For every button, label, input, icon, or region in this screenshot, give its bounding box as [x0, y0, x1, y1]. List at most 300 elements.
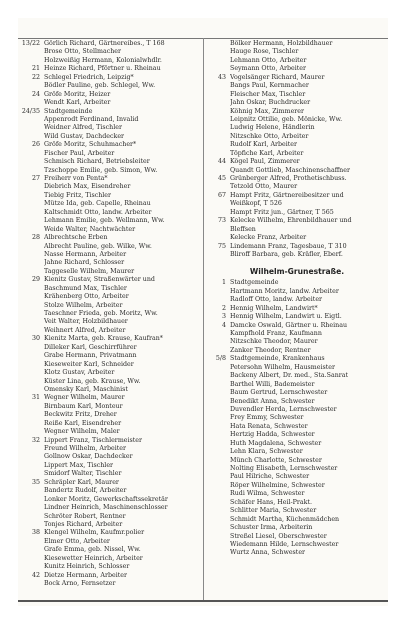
directory-entry: [20, 437, 202, 445]
directory-entry: [20, 538, 202, 546]
resident-entry: Albrechtsche Erben: [44, 234, 108, 242]
resident-entry: Nasse Hermann, Arbeiter: [44, 250, 127, 258]
resident-entry: Rudi Wilma, Schwester: [230, 490, 305, 498]
resident-entry: Lehmann Emilie, geb. Wellmann, Ww.: [44, 217, 165, 225]
house-number: 35: [31, 478, 40, 486]
resident-entry: Backeny Albert, Dr. med., Sta.Sanrat: [230, 372, 349, 380]
house-number: [20, 302, 44, 310]
resident-entry: Küster Lina, geb. Krause, Ww.: [44, 377, 141, 385]
resident-entry: Tiebig Fritz, Tischler: [44, 191, 112, 199]
house-number: 42: [31, 571, 40, 579]
resident-entry: Köhnig Max, Zimmerer: [230, 107, 305, 115]
resident-entry: Hennig Wilhelm, Landwirt*: [230, 304, 318, 312]
house-number: 29: [31, 276, 40, 284]
directory-entry: [20, 65, 202, 73]
resident-entry: Weihnert Alfred, Arbeiter: [44, 326, 126, 334]
directory-entry: [206, 279, 388, 287]
house-number: [206, 133, 230, 141]
resident-entry: Beckwitz Fritz, Dreher: [44, 411, 117, 419]
resident-entry: Wegner Wilhelm, Maler: [44, 428, 120, 436]
house-number: [20, 546, 44, 554]
house-number: 44: [217, 158, 226, 166]
house-number: [20, 116, 44, 124]
directory-entry: [206, 234, 388, 242]
house-number: [20, 445, 44, 453]
house-number: [20, 183, 44, 191]
resident-entry: Birnbaum Karl, Monteur: [44, 402, 123, 410]
directory-entry: [20, 175, 202, 183]
directory-entry: [206, 541, 388, 549]
house-number: [20, 428, 44, 436]
resident-entry: Kiesewetter Heinrich, Arbeiter: [44, 554, 143, 562]
resident-entry: Kampfhold Franz, Kaufmann: [230, 330, 322, 337]
resident-entry: Hampt Fritz, Gärtnereibesitzer und: [230, 191, 344, 199]
house-number: [206, 330, 230, 338]
directory-entry: [20, 394, 202, 402]
bottom-rule: [18, 600, 388, 602]
resident-entry: Damcke Oswald, Gärtner u. Rheinau: [230, 321, 348, 329]
resident-entry: Lehn Klara, Schwester: [230, 448, 303, 456]
resident-entry: Schmisch Richard, Betriebsleiter: [44, 158, 150, 166]
house-number: [206, 524, 230, 532]
house-number: [206, 507, 230, 515]
directory-entry: [206, 217, 388, 225]
resident-entry: Bödler Pauline, geb. Schlegel, Ww.: [44, 82, 156, 90]
left-column: [20, 40, 202, 588]
directory-entry: [206, 347, 388, 355]
house-number: [20, 378, 44, 386]
directory-entry: [20, 462, 202, 470]
house-number: [20, 99, 44, 107]
resident-entry: Klengel Wilhelm, Kaufmr.polier: [44, 529, 145, 537]
directory-entry: [206, 251, 388, 259]
directory-entry: [20, 361, 202, 369]
resident-entry: Nolting Elisabeth, Lernschwester: [230, 465, 338, 472]
house-number: [20, 504, 44, 512]
resident-entry: Grünberger Alfred, Prothetischbuss.: [230, 175, 347, 182]
resident-entry: Kienitz Marta, geb. Krause, Kaufran*: [44, 335, 163, 343]
directory-entry: [206, 355, 388, 363]
directory-entry: [20, 529, 202, 537]
house-number: [206, 549, 230, 557]
directory-entry: [20, 513, 202, 521]
resident-entry: Benedikt Anna, Schwester: [230, 397, 315, 405]
directory-entry: [206, 200, 388, 208]
house-number: [206, 414, 230, 422]
resident-entry: Taeschner Frieda, geb. Moritz, Ww.: [44, 310, 158, 317]
house-number: [20, 268, 44, 276]
resident-entry: Paul Hilriche, Schwester: [230, 473, 310, 481]
directory-entry: [20, 108, 202, 116]
resident-entry: Kögel Paul, Zimmerer: [230, 158, 300, 166]
directory-entry: [20, 167, 202, 175]
directory-entry: [206, 243, 388, 251]
resident-entry: Hartmann Moritz, landw. Arbeiter: [230, 287, 339, 295]
resident-entry: Gröfe Moritz, Schuhmacher*: [44, 141, 137, 149]
house-number: [206, 124, 230, 132]
house-number: 24: [31, 90, 40, 98]
house-number: [206, 288, 230, 296]
directory-entry: [206, 209, 388, 217]
resident-entry: Tetzold Otto, Maurer: [230, 183, 298, 191]
house-number: [20, 150, 44, 158]
house-number: [206, 372, 230, 380]
house-number: 45: [217, 175, 226, 182]
resident-entry: Schlegel Friedrich, Leipzig*: [44, 73, 134, 81]
house-number: [20, 361, 44, 369]
resident-entry: Lindemann Franz, Tagesbaue, T 310: [230, 242, 347, 250]
directory-entry: [20, 40, 202, 48]
house-number: 13/22: [21, 40, 40, 47]
directory-entry: [20, 318, 202, 326]
resident-entry: Appenrodt Ferdinand, Invalid: [44, 115, 139, 123]
house-number: [206, 209, 230, 217]
resident-entry: Quandt Gottlieb, Maschinenschaffner: [230, 166, 350, 174]
house-number: 5/8: [215, 355, 226, 363]
resident-entry: Münch Charlotte, Schwester: [230, 456, 322, 464]
directory-entry: [20, 420, 202, 428]
directory-entry: [20, 479, 202, 487]
directory-entry: [206, 288, 388, 296]
resident-entry: Wiedemann Hilde, Lernschwester: [230, 540, 339, 548]
directory-entry: [20, 150, 202, 158]
house-number: [206, 200, 230, 208]
directory-entry: [206, 192, 388, 200]
house-number: [20, 57, 44, 65]
directory-entry: [206, 330, 388, 338]
house-number: [206, 381, 230, 389]
resident-entry: Radloff Otto, landw. Arbeiter: [230, 296, 323, 304]
resident-entry: Kaltschmidt Otto, landw. Arbeiter: [44, 208, 152, 216]
directory-entry: [206, 133, 388, 141]
house-number: [206, 473, 230, 481]
resident-entry: Bock Arno, Fernsetzer: [44, 580, 116, 587]
resident-entry: Schuster Irma, Arbeiterin: [230, 524, 313, 532]
resident-entry: Stadtgemeinde, Krankenhaus: [230, 355, 325, 363]
directory-entry: [20, 192, 202, 200]
house-number: [206, 296, 230, 304]
resident-entry: Omensky Karl, Maschinist: [44, 385, 128, 393]
house-number: 1: [221, 279, 226, 287]
house-number: 28: [31, 234, 40, 242]
directory-entry: [206, 457, 388, 465]
resident-entry: Tonjes Richard, Arbeiter: [44, 520, 123, 528]
house-number: [20, 251, 44, 259]
house-number: [20, 411, 44, 419]
directory-entry: [206, 167, 388, 175]
resident-entry: Stolze Wilhelm, Arbeiter: [44, 301, 123, 309]
resident-entry: Stadtgemeinde: [230, 279, 279, 287]
house-number: [206, 465, 230, 473]
resident-entry: Hertzig Hadda, Schwester: [230, 431, 315, 439]
resident-entry: Bölker Hermann, Holzbildhauer: [230, 40, 333, 47]
resident-entry: Veit Walter, Holzbildhauer: [44, 318, 128, 326]
directory-entry: [20, 141, 202, 149]
resident-entry: Lippert Max, Tischler: [44, 461, 114, 469]
directory-entry: [206, 398, 388, 406]
house-number: [20, 318, 44, 326]
house-number: [206, 440, 230, 448]
directory-entry: [20, 335, 202, 343]
directory-entry: [20, 158, 202, 166]
directory-entry: [206, 423, 388, 431]
house-number: [20, 243, 44, 251]
directory-entry: [20, 487, 202, 495]
directory-entry: [206, 57, 388, 65]
directory-entry: [206, 40, 388, 48]
resident-entry: Diebrich Max, Eisendreher: [44, 183, 131, 191]
resident-entry: Taggeselle Wilhelm, Maurer: [44, 267, 135, 275]
house-number: [20, 403, 44, 411]
directory-entry: [20, 403, 202, 411]
house-number: [206, 65, 230, 73]
house-number: [206, 226, 230, 234]
resident-entry: Wurtz Anna, Schwester: [230, 549, 306, 557]
directory-entry: [20, 555, 202, 563]
directory-entry: [206, 158, 388, 166]
directory-entry: [20, 82, 202, 90]
directory-entry: [20, 378, 202, 386]
directory-entry: [206, 381, 388, 389]
resident-entry: Huth Magdalena, Schwester: [230, 439, 322, 447]
resident-entry: Jahn Oskar, Buchdrucker: [230, 99, 311, 107]
directory-entry: [20, 453, 202, 461]
house-number: 22: [31, 73, 40, 81]
resident-entry: Bangs Paul, Kernmacher: [230, 82, 309, 90]
resident-entry: Vogelsänger Richard, Maurer: [230, 73, 325, 81]
resident-entry: Wendt Karl, Arbeiter: [44, 99, 111, 107]
resident-entry: Görlich Richard, Gärtnereibes., T 168: [44, 40, 165, 47]
resident-entry: Streßel Liesel, Oberschwester: [230, 532, 327, 540]
directory-entry: [206, 549, 388, 557]
house-number: [20, 133, 44, 141]
section-heading: Wilhelm-Grunestraße.: [249, 267, 345, 277]
house-number: 4: [221, 321, 226, 329]
directory-entry: [20, 48, 202, 56]
resident-entry: Kelecke Franz, Arbeiter: [230, 234, 307, 242]
directory-entry: [206, 91, 388, 99]
directory-page: [18, 18, 388, 606]
directory-entry: [20, 470, 202, 478]
directory-entry: [206, 372, 388, 380]
directory-entry: [20, 580, 202, 588]
house-number: [206, 82, 230, 90]
directory-entry: [20, 428, 202, 436]
house-number: 73: [217, 217, 226, 225]
directory-entry: [20, 293, 202, 301]
directory-entry: [206, 305, 388, 313]
directory-entry: [20, 57, 202, 65]
resident-entry: Reiße Karl, Eisendreher: [44, 419, 122, 427]
house-number: [206, 364, 230, 372]
directory-entry: [20, 563, 202, 571]
house-number: [206, 234, 230, 242]
resident-entry: Jahne Richard, Schlosser: [44, 259, 125, 267]
house-number: [206, 347, 230, 355]
house-number: [206, 398, 230, 406]
resident-entry: Duvendler Herda, Lernschwester: [230, 405, 337, 413]
resident-entry: Töpfiche Karl, Arbeiter: [230, 149, 304, 157]
house-number: 67: [217, 191, 226, 199]
house-number: [206, 490, 230, 498]
house-number: [206, 457, 230, 465]
resident-entry: Wegner Wilhelm, Maurer: [44, 394, 125, 402]
house-number: [20, 285, 44, 293]
directory-entry: [20, 411, 202, 419]
house-number: 24/35: [21, 107, 40, 115]
resident-entry: Kienitz Gustav, Straßenwärter und: [44, 276, 155, 284]
resident-entry: Tzschoppe Emilie, geb. Simon, Ww.: [44, 166, 158, 174]
directory-entry: [20, 302, 202, 310]
directory-entry: [206, 313, 388, 321]
resident-entry: Hennig Wilhelm, Landwirt u. Eigtl.: [230, 313, 342, 321]
house-number: [206, 108, 230, 116]
directory-entry: [206, 406, 388, 414]
house-number: [20, 259, 44, 267]
directory-entry: [206, 226, 388, 234]
directory-entry: [20, 327, 202, 335]
directory-entry: [20, 496, 202, 504]
directory-entry: [20, 352, 202, 360]
resident-entry: Kieseweiter Karl, Schneider: [44, 360, 134, 368]
resident-entry: Röper Wilhelmine, Schwester: [230, 481, 325, 489]
directory-entry: [206, 533, 388, 541]
house-number: [206, 57, 230, 65]
house-number: [20, 453, 44, 461]
house-number: [206, 150, 230, 158]
directory-entry: [206, 524, 388, 532]
directory-entry: [20, 116, 202, 124]
resident-entry: Hata Renata, Schwester: [230, 422, 308, 430]
resident-entry: Zanker Theodor, Rentner: [230, 346, 311, 354]
resident-entry: Stadtgemeinde: [44, 107, 93, 115]
directory-entry: [20, 217, 202, 225]
directory-entry: [20, 234, 202, 242]
resident-entry: Freund Wilhelm, Arbeiter: [44, 445, 127, 452]
directory-entry: [206, 82, 388, 90]
house-number: [206, 167, 230, 175]
resident-entry: Leipnitz Ottilie, geb. Mönicke, Ww.: [230, 115, 343, 123]
resident-entry: Lindner Heinrich, Maschinenschlosser: [44, 504, 168, 512]
resident-entry: Grabe Hermann, Privatmann: [44, 352, 137, 360]
house-number: [206, 516, 230, 524]
resident-entry: Fleischer Max, Tischler: [230, 90, 306, 98]
house-number: [20, 192, 44, 200]
directory-entry: [20, 369, 202, 377]
directory-entry: [20, 259, 202, 267]
directory-entry: [206, 448, 388, 456]
resident-entry: Nitzschke Otto, Arbeiter: [230, 132, 309, 140]
house-number: 26: [31, 141, 40, 149]
resident-entry: Baschmund Max, Tischler: [44, 284, 127, 292]
directory-entry: [206, 124, 388, 132]
resident-entry: Weidner Alfred, Tischler: [44, 124, 122, 132]
house-number: 2: [221, 304, 226, 312]
house-number: 38: [31, 529, 40, 537]
resident-entry: Lehmann Otto, Arbeiter: [230, 56, 307, 64]
house-number: [20, 310, 44, 318]
resident-entry: Frey Emmy, Schwester: [230, 414, 304, 422]
house-number: [20, 513, 44, 521]
house-number: [206, 389, 230, 397]
house-number: [206, 99, 230, 107]
resident-entry: Wild Gustav, Dachdecker: [44, 132, 125, 140]
directory-entry: [206, 296, 388, 304]
directory-entry: [206, 183, 388, 191]
directory-entry: [20, 99, 202, 107]
house-number: [20, 470, 44, 478]
house-number: [20, 369, 44, 377]
resident-entry: Seymann Otto, Arbeiter: [230, 65, 307, 73]
house-number: [20, 217, 44, 225]
house-number: [206, 499, 230, 507]
house-number: [20, 226, 44, 234]
directory-entry: [20, 226, 202, 234]
directory-entry: [206, 338, 388, 346]
directory-entry: [20, 124, 202, 132]
directory-entry: [20, 209, 202, 217]
house-number: [20, 200, 44, 208]
resident-entry: Schräpler Karl, Maurer: [44, 478, 119, 486]
directory-entry: [20, 504, 202, 512]
resident-entry: Barthel Willi, Bademeister: [230, 380, 315, 388]
resident-entry: Holzweißig Hermann, Kolonialwhdlr.: [44, 56, 162, 64]
resident-entry: Heinze Richard, Pförtner u. Rheinau: [44, 65, 161, 73]
house-number: [206, 423, 230, 431]
column-divider: [203, 38, 204, 600]
house-number: [20, 293, 44, 301]
directory-entry: [206, 473, 388, 481]
house-number: [20, 158, 44, 166]
house-number: [206, 91, 230, 99]
directory-entry: [206, 116, 388, 124]
directory-entry: [206, 431, 388, 439]
directory-entry: [20, 445, 202, 453]
resident-entry: Baum Gertrud, Lernschwester: [230, 389, 328, 397]
house-number: [206, 40, 230, 48]
house-number: [206, 48, 230, 56]
directory-entry: [206, 499, 388, 507]
directory-entry: [206, 389, 388, 397]
house-number: [206, 406, 230, 414]
house-number: [20, 344, 44, 352]
resident-entry: Schröter Robert, Rentner: [44, 512, 126, 520]
directory-entry: [20, 268, 202, 276]
directory-entry: [206, 490, 388, 498]
house-number: [20, 580, 44, 588]
house-number: 27: [31, 175, 40, 182]
directory-entry: [20, 183, 202, 191]
house-number: [206, 116, 230, 124]
directory-entry: [206, 440, 388, 448]
house-number: [20, 327, 44, 335]
house-number: [20, 386, 44, 394]
resident-entry: Mütze Ida, geb. Capelle, Rheinau: [44, 200, 151, 208]
resident-entry: Nitzschke Theodor, Maurer: [230, 338, 318, 346]
resident-entry: Hampt Fritz jun., Gärtner, T 565: [230, 208, 334, 216]
directory-entry: [20, 243, 202, 251]
house-number: [20, 521, 44, 529]
directory-entry: [206, 364, 388, 372]
house-number: [206, 431, 230, 439]
house-number: [20, 487, 44, 495]
resident-entry: Gröfe Moritz, Heizer: [44, 90, 111, 98]
resident-entry: Elmer Otto, Arbeiter: [44, 537, 110, 545]
house-number: [206, 541, 230, 549]
resident-entry: Kelecke Wilhelm, Ehrenbildhauer und: [230, 217, 352, 225]
resident-entry: Dilleker Karl, Geschirrführer: [44, 343, 137, 351]
house-number: 3: [221, 313, 226, 321]
